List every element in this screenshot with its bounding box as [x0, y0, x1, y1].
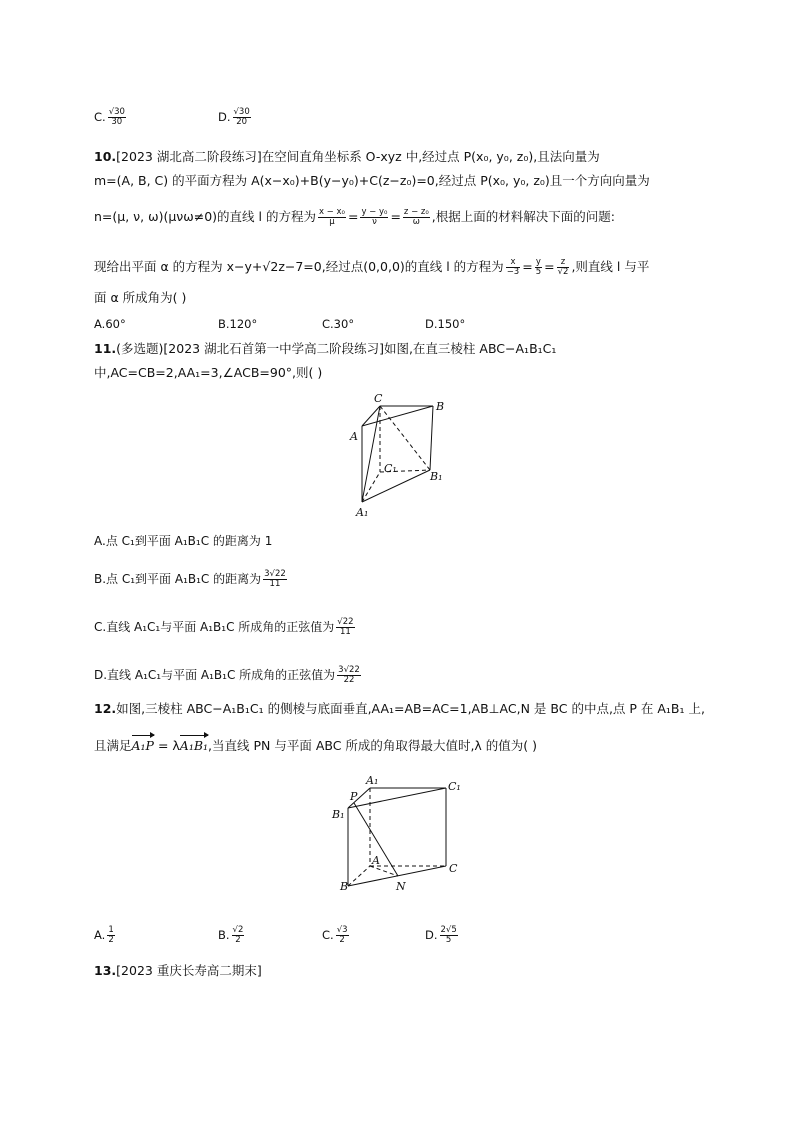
option-label: C. [94, 110, 106, 124]
q9-option-c [94, 108, 128, 127]
q11-prism-figure [340, 388, 460, 520]
fraction: $\frac{x}{-3}$ [506, 257, 520, 277]
q11-option-b: B.点 C₁到平面 A₁B₁C 的距离为 $\frac{3√22}{11}$ [94, 569, 286, 589]
label-b1: B₁ [430, 470, 443, 483]
q10-option-b: B.120° [218, 317, 258, 331]
q12-option-d: D. $\frac{2√5}{5}$ [425, 925, 457, 945]
label-c1: C₁ [384, 462, 397, 475]
q12-option-c: C. $\frac{√3}{2}$ [322, 925, 348, 945]
edge-b1c1 [348, 788, 446, 808]
label-b: B [340, 880, 349, 892]
fraction: $\frac{√2}{2}$ [232, 925, 244, 945]
fraction: $\frac{2√5}{5}$ [440, 925, 457, 945]
edge-ab [362, 406, 433, 426]
q10-option-c: C.30° [322, 317, 355, 331]
label-c: C [374, 392, 383, 405]
segment-an [370, 866, 398, 876]
fraction: $\frac{3√22}{22}$ [338, 665, 360, 685]
q11-line1: 11.(多选题)[2023 湖北石首第一中学高二阶段练习]如图,在直三棱柱 ABC−A₁B₁C₁ [94, 341, 557, 356]
label-a: A [372, 854, 380, 867]
fraction: $\frac{\text{y − y₀}}{\nu}$ [361, 207, 388, 227]
question-number: 10. [94, 149, 117, 164]
edge-ab [348, 866, 370, 886]
q9-option-d [218, 108, 253, 127]
fraction: $\frac{y}{5}$ [535, 257, 542, 277]
q12-prism-figure [330, 772, 470, 892]
label-p: P [350, 790, 358, 803]
q12-option-a: A. $\frac{1}{2}$ [94, 925, 114, 945]
q10-line4: 现给出平面 α 的方程为 x−y+√2z−7=0,经过点(0,0,0)的直线 l 的方程为 $\frac{x}{-3}$ = $\frac{y}{5}$ = $\frac{z}{√2}$ ,则直线 l 与平 [94, 257, 650, 277]
fraction: $\frac{√22}{11}$ [337, 617, 354, 637]
question-number: 13. [94, 963, 117, 978]
vector-a1b1: A₁B₁ [179, 738, 209, 753]
label-a: A [350, 430, 358, 443]
q12-line2: 且满足A₁P = λA₁B₁,当直线 PN 与平面 ABC 所成的角取得最大值时,λ 的值为( ) [94, 738, 538, 753]
q12-option-b: B. $\frac{√2}{2}$ [218, 925, 244, 945]
q11-option-a: A.点 C₁到平面 A₁B₁C 的距离为 1 [94, 534, 273, 548]
question-number: 12. [94, 701, 117, 716]
q10-option-d: D.150° [425, 317, 466, 331]
question-number: 11. [94, 341, 117, 356]
q10-line3: n=(μ, ν, ω)(μνω≠0)的直线 l 的方程为 $\frac{\text{x − x₀}}{\mu}$ = $\frac{\text{y − y₀}}{\nu}$ = $\frac{\text{z − z₀}}{\omega}$ ,根据上面的材料解决下面的问题: [94, 207, 615, 227]
q10-option-a: A.60° [94, 317, 126, 331]
edge-bb1 [430, 406, 433, 470]
q13-line1: 13.[2023 重庆长寿高二期末] [94, 963, 262, 978]
label-b: B [436, 400, 445, 413]
option-label: D. [218, 110, 231, 124]
fraction: $\frac{3√22}{11}$ [264, 569, 286, 589]
label-b1: B₁ [332, 808, 345, 821]
label-n: N [396, 880, 406, 892]
q10-line2: m=(A, B, C) 的平面方程为 A(x−x₀)+B(y−y₀)+C(z−z₀)=0,经过点 P(x₀, y₀, z₀)且一个方向向量为 [94, 173, 650, 188]
fraction: $\frac{√3}{2}$ [336, 925, 348, 945]
q11-option-c: C.直线 A₁C₁与平面 A₁B₁C 所成角的正弦值为 $\frac{√22}{11}$ [94, 617, 354, 637]
q11-line2: 中,AC=CB=2,AA₁=3,∠ACB=90°,则( ) [94, 365, 323, 380]
vector-a1p: A₁P [131, 738, 154, 753]
edge-cb1 [380, 406, 430, 470]
label-c1: C₁ [448, 780, 461, 793]
q10-line5: 面 α 所成角为( ) [94, 290, 187, 305]
q11-option-d: D.直线 A₁C₁与平面 A₁B₁C 所成角的正弦值为 $\frac{3√22}{22}$ [94, 665, 360, 685]
label-a1: A₁ [356, 506, 369, 519]
fraction: $\frac{z}{√2}$ [557, 257, 569, 277]
fraction: $\frac{1}{2}$ [108, 925, 114, 945]
label-c: C [449, 862, 458, 875]
fraction: $\frac{\text{x − x₀}}{\mu}$ [318, 207, 345, 227]
label-a1: A₁ [366, 774, 379, 787]
fraction: $\frac{\text{z − z₀}}{\omega}$ [403, 207, 429, 227]
fraction: $\frac{√30}{20}$ [233, 107, 250, 127]
fraction: $\frac{√30}{30}$ [108, 107, 125, 127]
q12-line1: 12.如图,三棱柱 ABC−A₁B₁C₁ 的侧棱与底面垂直,AA₁=AB=AC=1,AB⊥AC,N 是 BC 的中点,点 P 在 A₁B₁ 上, [94, 701, 705, 716]
q10-line1: 10.[2023 湖北高二阶段练习]在空间直角坐标系 O-xyz 中,经过点 P(x₀, y₀, z₀),且法向量为 [94, 149, 600, 164]
